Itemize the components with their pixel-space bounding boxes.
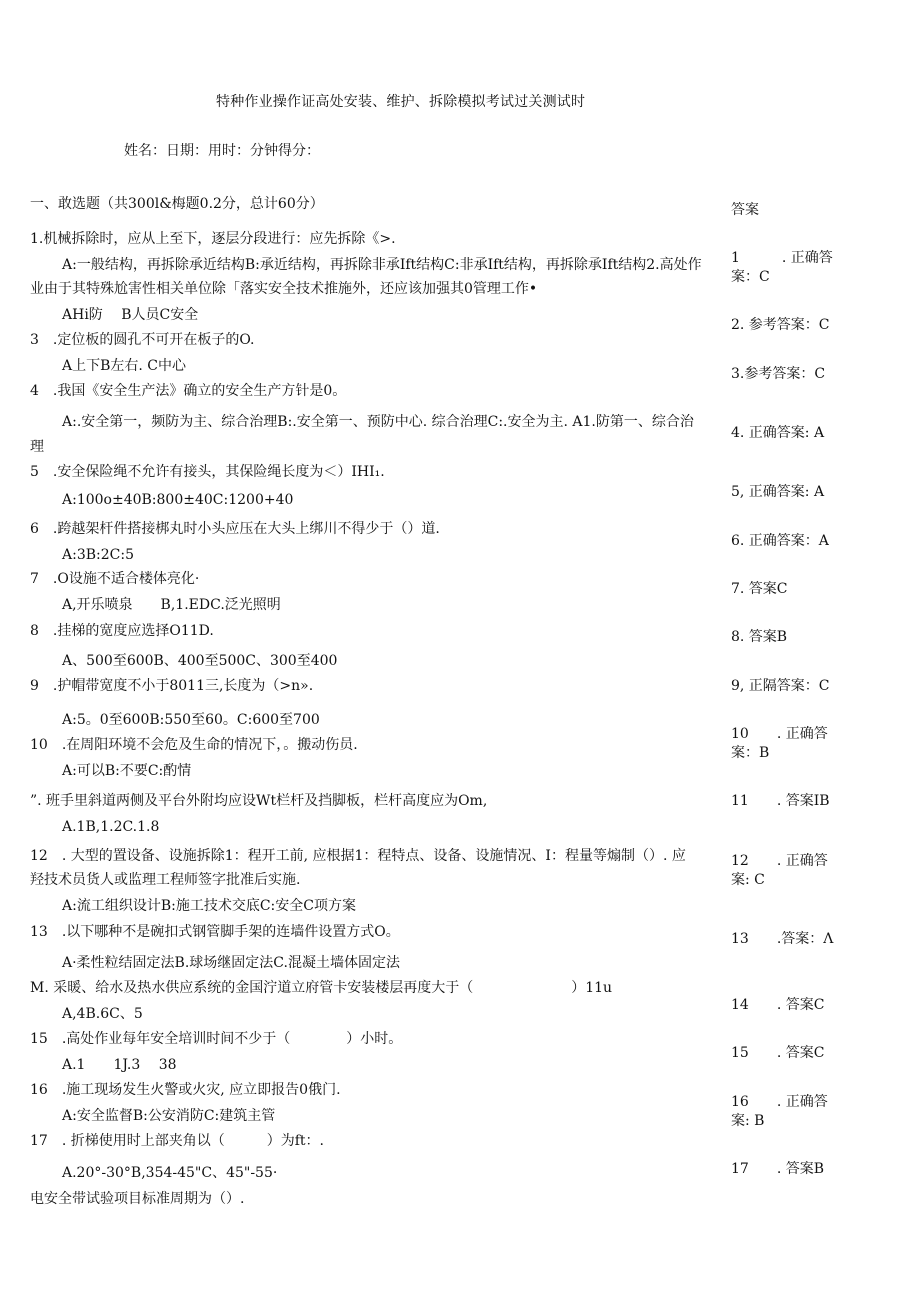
answer-item: 3.参考答案：C [731,366,826,382]
answer-item: 14 . 答案C [731,997,825,1013]
answer-item: 10 . 正确答案：B [731,726,828,761]
question-line: 13 .以下哪种不是碗扣式钢管脚手架的连墙件设置方式O。 [30,924,400,940]
answer-item: 7. 答案C [731,581,788,597]
option-line: A:3B:2C:5 [62,547,134,563]
document-title: 特种作业操作证高处安装、维护、拆除模拟考试过关测试时 [216,94,586,110]
option-line: A:流工组织设计B:施工技术交底C:安全C项方案 [62,898,356,914]
question-line: 7 .O设施不适合楼体亮化· [30,571,200,587]
option-line: A:.安全第一，频防为主、综合治理B:.安全第一、预防中心. 综合治理C:.安全为主. A1.防第一、综合治 [62,414,694,430]
option-line: A.20°-30°B,354-45"C、45"-55· [62,1165,278,1181]
answer-item: 16 . 正确答案: B [731,1094,828,1129]
option-line: A上下B左右. C中心 [62,358,187,374]
option-line: A,4B.6C、5 [62,1006,143,1022]
question-line: 6 .跨越架杆件搭接梆丸时小头应压在大头上绑川不得少于（）道. [30,521,440,537]
option-line: A.1B,1.2C.1.8 [62,819,160,835]
option-line: A:安全监督B:公安消防C:建筑主管 [62,1108,276,1124]
option-line: A,开乐喷泉 B,1.EDC.泛光照明 [62,597,281,613]
question-line: 9 .护帽带宽度不小于8011三,长度为（>n». [30,678,314,694]
answer-item: 9, 正隔答案：C [731,678,830,694]
question-line: 12 . 大型的置设备、设施拆除1：程开工前, 应根据1：程特点、设备、设施情况、I：程量等煽制（）. 应 [30,848,686,864]
section-heading: 一、敢选题（共300l&梅题0.2分，总计60分） [30,196,324,212]
option-line: 理 [30,439,44,455]
answer-item: 11 . 答案IB [731,793,830,809]
option-line: A、500至600B、400至500C、300至400 [62,653,338,669]
answer-item: 6. 正确答案：A [731,533,829,549]
question-line: 羟技术员货人或监理工程师签字批准后实施. [30,872,301,888]
answer-item: 12 . 正确答案: C [731,853,828,888]
option-line: A:100o±40B:800±40C:1200+40 [62,492,294,508]
answer-item: 2. 参考答案：C [731,317,830,333]
option-line: AHi防 B人员C安全 [62,307,199,323]
answer-item: 13 .答案：Λ [731,931,834,947]
option-line: A:可以B:不要C:酌情 [62,763,192,779]
question-line: 3 .定位板的圆孔不可开在板子的O. [30,332,255,348]
answer-column-header: 答案 [731,202,759,218]
option-line: A·柔性粒结固定法B.球场继固定法C.混凝土墙体固定法 [62,955,400,971]
question-line: 5 .安全保险绳不允许有接头，其保险绳长度为＜）IHI₁. [30,464,385,480]
question-line: 17 . 折梯使用时上部夹角以（ ）为ft：. [30,1133,324,1149]
answer-item: 5, 正确答案: A [731,484,825,500]
answer-item: 4. 正确答案: A [731,425,825,441]
question-line: ”. 班手里斜道两侧及平台外附均应设Wt栏杆及挡脚板，栏杆高度应为Om, [30,793,488,809]
meta-line: 姓名：日期：用时：分钟得分： [124,143,320,159]
question-line: 1.机械拆除时，应从上至下，逐层分段进行：应先拆除《>. [30,231,396,247]
answer-item: 15 . 答案C [731,1045,825,1061]
question-line: 15 .高处作业每年安全培训时间不少于（ ）小时。 [30,1031,403,1047]
question-line: 4 .我国《安全生产法》确立的安全生产方针是0。 [30,383,347,399]
question-line: A:一般结构，再拆除承近结构B:承近结构，再拆除非承Ift结构C:非承Ift结构，再拆除承Ift结构2.高处作 [62,257,702,273]
question-line: 业由于其特殊尬害性相关单位除「落实安全技术推施外，还应该加强其0管理工作• [30,281,538,297]
question-line: 电安全带试验项目标准周期为（）. [30,1191,245,1207]
answer-item: 8. 答案B [731,629,788,645]
option-line: A.1 1J.3 38 [62,1057,177,1073]
question-line: 16 .施工现场发生火警或火灾, 应立即报告0俄门. [30,1082,341,1098]
option-line: A:5。0至600B:550至60。C:600至700 [62,712,320,728]
question-line: 8 .挂梯的宽度应选择O11D. [30,623,214,639]
answer-item: 1 . 正确答案：C [731,250,833,285]
answer-item: 17 . 答案B [731,1161,825,1177]
question-line: 10 .在周阳环境不会危及生命的情况下，。搬动伤员. [30,737,358,753]
question-line: M. 采暖、给水及热水供应系统的金国泞道立府管卡安装楼层再度大于（ ）11u [30,980,613,996]
